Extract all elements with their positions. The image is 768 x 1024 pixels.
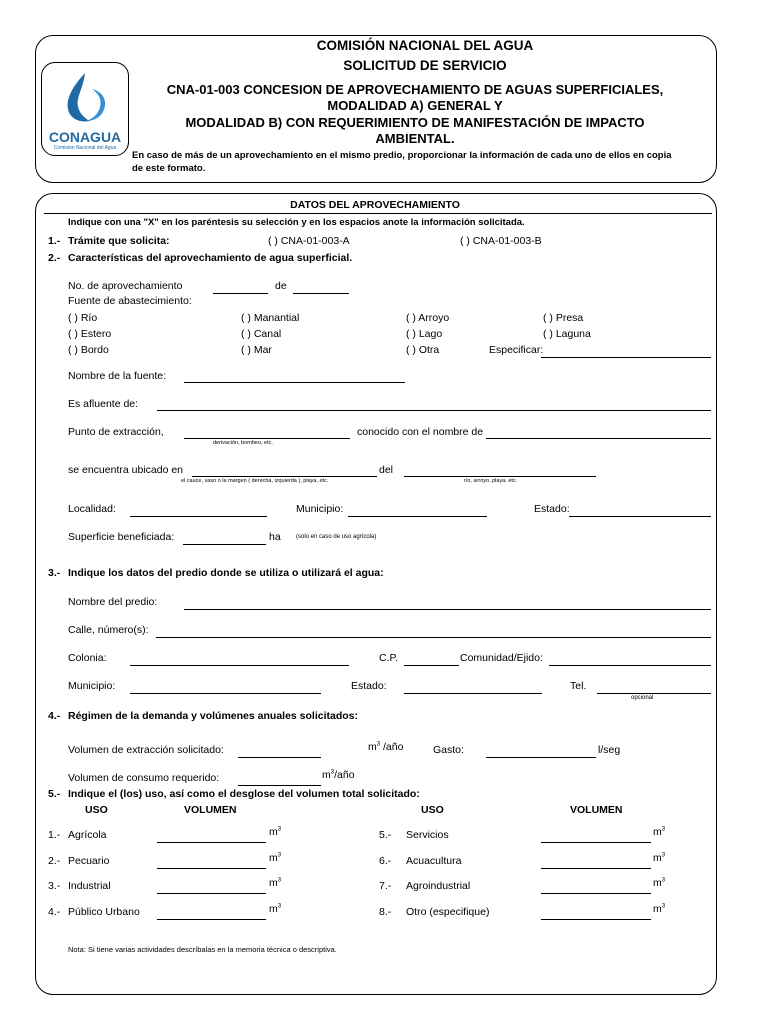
option-arroyo[interactable]: ( ) Arroyo — [406, 312, 450, 324]
conocido-field[interactable] — [486, 438, 711, 439]
uso-number: 5.- — [379, 829, 392, 841]
uso-name: Otro (especifique) — [406, 906, 490, 918]
option-otra[interactable]: ( ) Otra — [406, 344, 440, 356]
cp-label: C.P. — [379, 652, 399, 664]
option-cna-b[interactable]: ( ) CNA-01-003-B — [460, 235, 542, 247]
unit-exp: 3 — [376, 741, 381, 748]
unit-year: /año — [380, 741, 404, 753]
uso-number: 2.- — [48, 855, 61, 867]
option-lago[interactable]: ( ) Lago — [406, 328, 443, 340]
uso-number: 3.- — [48, 880, 61, 892]
uso-unit — [269, 903, 281, 915]
punto-extraccion-label: Punto de extracción, — [68, 426, 164, 438]
header-note: En caso de más de un aprovechamiento en el mismo predio, proporcionar la información de cada uno de ellos en copia — [132, 150, 672, 161]
uso-volume-field[interactable] — [541, 919, 651, 920]
uso-unit — [269, 852, 281, 864]
punto-extraccion-field[interactable] — [184, 438, 350, 439]
uso-name: Acuacultura — [406, 855, 462, 867]
nombre-fuente-field[interactable] — [184, 382, 405, 383]
unit-m: m — [653, 852, 662, 864]
agency-name: COMISIÓN NACIONAL DEL AGUA — [316, 38, 534, 53]
predio-estado-field[interactable] — [404, 693, 542, 694]
predio-municipio-label: Municipio: — [68, 680, 116, 692]
gasto-unit: l/seg — [598, 744, 621, 756]
form-title-4: AMBIENTAL. — [375, 131, 455, 146]
ubicado-label: se encuentra ubicado en — [68, 464, 184, 476]
especificar-field[interactable] — [541, 357, 711, 358]
consumo-field[interactable] — [238, 785, 321, 786]
uso-unit — [269, 877, 281, 889]
logo-text: CONAGUA — [48, 129, 122, 145]
footer-note: Nota: Si tiene varias actividades descríbalas en la memoria técnica o descriptiva. — [68, 945, 337, 954]
form-title-3: MODALIDAD B) CON REQUERIMIENTO DE MANIFESTACIÓN DE IMPACTO — [185, 115, 645, 130]
uso-name: Servicios — [406, 829, 449, 841]
uso-volume-field[interactable] — [157, 919, 266, 920]
localidad-label: Localidad: — [68, 503, 116, 515]
calle-field[interactable] — [156, 637, 711, 638]
predio-municipio-field[interactable] — [130, 693, 321, 694]
service-request-title: SOLICITUD DE SERVICIO — [343, 58, 507, 73]
especificar-label: Especificar: — [489, 344, 544, 356]
unit-exp: 3 — [661, 852, 666, 859]
unit-m: m — [269, 877, 278, 889]
uso-number: 7.- — [379, 880, 392, 892]
unit-year: /año — [334, 769, 355, 781]
uso-number: 1.- — [48, 829, 61, 841]
uso-volume-field[interactable] — [157, 842, 266, 843]
ha-hint: (solo en caso de uso agrícola) — [296, 534, 377, 540]
unit-exp: 3 — [277, 826, 282, 833]
uso-volume-field[interactable] — [541, 893, 651, 894]
unit-exp: 3 — [661, 877, 666, 884]
q4-label: Régimen de la demanda y volúmenes anuales solicitados: — [68, 710, 359, 722]
localidad-field[interactable] — [130, 516, 267, 517]
unit-exp: 3 — [277, 852, 282, 859]
comunidad-label: Comunidad/Ejido: — [460, 652, 543, 664]
uso-volume-field[interactable] — [157, 893, 266, 894]
afluente-field[interactable] — [157, 410, 711, 411]
uso-name: Pecuario — [68, 855, 110, 867]
cp-field[interactable] — [404, 665, 459, 666]
uso-name: Agroindustrial — [406, 880, 471, 892]
fuente-label: Fuente de abastecimiento: — [68, 295, 192, 307]
no-aprovechamiento-field[interactable] — [213, 293, 268, 294]
municipio-field[interactable] — [348, 516, 487, 517]
extraccion-label: Volumen de extracción solicitado: — [68, 744, 224, 756]
option-mar[interactable]: ( ) Mar — [241, 344, 272, 356]
uso-number: 4.- — [48, 906, 61, 918]
q1-number: 1.- — [48, 235, 61, 247]
q2-number: 2.- — [48, 252, 61, 264]
volumen-header-left: VOLUMEN — [184, 804, 237, 816]
option-laguna[interactable]: ( ) Laguna — [543, 328, 591, 340]
q5-label: Indique el (los) uso, así como el desglose del volumen total solicitado: — [68, 788, 420, 800]
uso-name: Industrial — [68, 880, 111, 892]
uso-header-right: USO — [421, 804, 444, 816]
unit-exp: 3 — [330, 769, 335, 776]
del-field[interactable] — [404, 476, 596, 477]
uso-unit — [653, 903, 665, 915]
unit-exp: 3 — [661, 903, 666, 910]
uso-unit — [653, 826, 665, 838]
predio-field[interactable] — [184, 609, 711, 610]
estado-label: Estado: — [534, 503, 570, 515]
calle-label: Calle, número(s): — [68, 624, 149, 636]
uso-volume-field[interactable] — [541, 868, 651, 869]
unit-exp: 3 — [277, 903, 282, 910]
option-estero[interactable]: ( ) Estero — [68, 328, 112, 340]
unit-exp: 3 — [661, 826, 666, 833]
uso-name: Agrícola — [68, 829, 107, 841]
extraccion-unit — [368, 741, 403, 753]
q3-label: Indique los datos del predio donde se utiliza o utilizará el agua: — [68, 567, 384, 579]
estado-field[interactable] — [569, 516, 711, 517]
form-title-2: MODALIDAD A) GENERAL Y — [327, 98, 503, 113]
instructions: Indique con una "X" en los paréntesis su selección y en los espacios anote la información solicitada. — [68, 217, 525, 228]
option-cna-a[interactable]: ( ) CNA-01-003-A — [268, 235, 350, 247]
q2-label: Características del aprovechamiento de agua superficial. — [68, 252, 353, 264]
predio-label: Nombre del predio: — [68, 596, 158, 608]
ha-label: ha — [269, 531, 281, 543]
ubicado-hint: el cauce, vaso o la margen ( derecha, izquierda ), playa, etc. — [181, 478, 329, 484]
uso-volume-field[interactable] — [541, 842, 651, 843]
uso-name: Público Urbano — [68, 906, 140, 918]
option-canal[interactable]: ( ) Canal — [241, 328, 282, 340]
uso-unit — [653, 877, 665, 889]
de-label: de — [275, 280, 287, 292]
comunidad-field[interactable] — [549, 665, 711, 666]
uso-number: 8.- — [379, 906, 392, 918]
unit-m: m — [269, 903, 278, 915]
option-presa[interactable]: ( ) Presa — [543, 312, 584, 324]
q1-label: Trámite que solicita: — [68, 235, 170, 247]
punto-extraccion-hint: derivación, bombeo, etc. — [213, 440, 273, 446]
form-title-1: CNA-01-003 CONCESION DE APROVECHAMIENTO DE AGUAS SUPERFICIALES, — [166, 82, 664, 97]
tel-field[interactable] — [597, 693, 711, 694]
superficie-label: Superficie beneficiada: — [68, 531, 175, 543]
option-bordo[interactable]: ( ) Bordo — [68, 344, 109, 356]
tel-label: Tel. — [570, 680, 587, 692]
consumo-unit — [322, 769, 355, 781]
q3-number: 3.- — [48, 567, 61, 579]
superficie-field[interactable] — [183, 544, 266, 545]
q5-number: 5.- — [48, 788, 61, 800]
extraccion-field[interactable] — [238, 757, 321, 758]
colonia-label: Colonia: — [68, 652, 107, 664]
uso-volume-field[interactable] — [157, 868, 266, 869]
uso-number: 6.- — [379, 855, 392, 867]
volumen-header-right: VOLUMEN — [570, 804, 623, 816]
gasto-label: Gasto: — [433, 744, 464, 756]
predio-estado-label: Estado: — [351, 680, 387, 692]
option-manantial[interactable]: ( ) Manantial — [241, 312, 300, 324]
unit-m: m — [653, 826, 662, 838]
conocido-label: conocido con el nombre de — [357, 426, 484, 438]
gasto-field[interactable] — [486, 757, 596, 758]
consumo-label: Volumen de consumo requerido: — [68, 772, 220, 784]
unit-m: m — [322, 769, 331, 781]
ubicado-field[interactable] — [192, 476, 377, 477]
no-aprovechamiento-label: No. de aprovechamiento — [68, 280, 183, 292]
unit-m: m — [269, 852, 278, 864]
uso-unit — [269, 826, 281, 838]
header-note-2: de este formato. — [132, 163, 206, 174]
uso-header-left: USO — [85, 804, 108, 816]
tel-hint: opcional — [631, 695, 654, 701]
section-title: DATOS DEL APROVECHAMIENTO — [290, 199, 460, 211]
logo-subtext: Comisión Nacional del Agua — [53, 145, 117, 151]
unit-m: m — [269, 826, 278, 838]
nombre-fuente-label: Nombre de la fuente: — [68, 370, 167, 382]
unit-m: m — [653, 877, 662, 889]
del-label: del — [379, 464, 394, 476]
q4-number: 4.- — [48, 710, 61, 722]
option-rio[interactable]: ( ) Río — [68, 312, 98, 324]
colonia-field[interactable] — [130, 665, 349, 666]
uso-unit — [653, 852, 665, 864]
de-field[interactable] — [293, 293, 349, 294]
unit-m: m — [653, 903, 662, 915]
unit-exp: 3 — [277, 877, 282, 884]
afluente-label: Es afluente de: — [68, 398, 139, 410]
form-frame — [35, 193, 717, 995]
section-rule — [44, 213, 712, 214]
municipio-label: Municipio: — [296, 503, 344, 515]
del-hint: río, arroyo, playa, etc. — [464, 478, 518, 484]
unit-m: m — [368, 741, 377, 753]
